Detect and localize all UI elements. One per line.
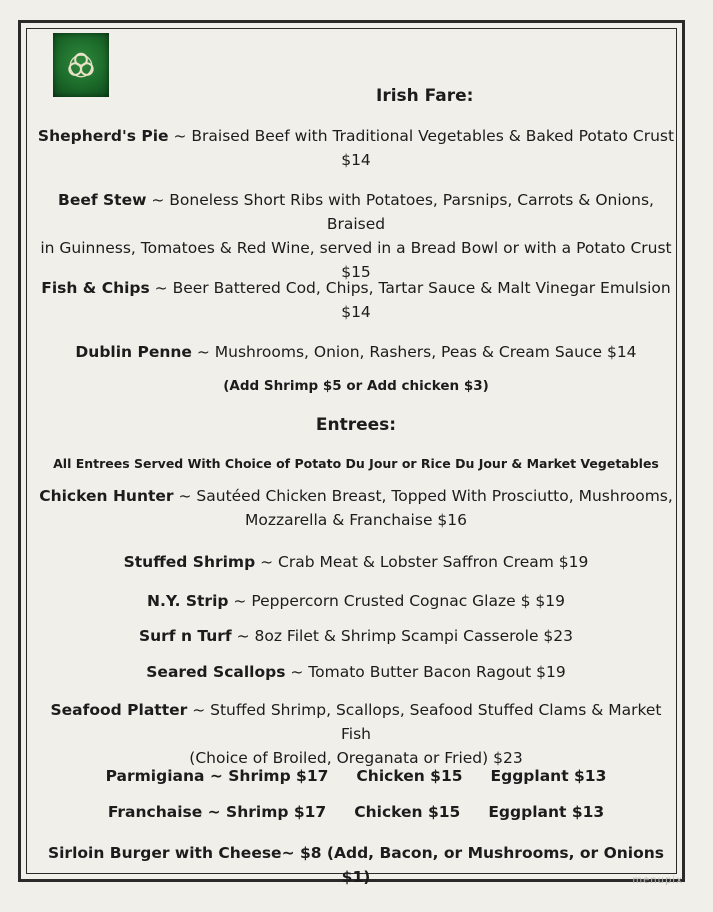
entrees-heading: Entrees: [315, 415, 397, 435]
parmigiana-shrimp: Parmigiana ~ Shrimp $17 [105, 767, 329, 785]
item-name: Surf n Turf [138, 627, 232, 645]
item-description: ~ Tomato Butter Bacon Ragout $19 [285, 663, 566, 681]
parmigiana-eggplant: Eggplant $13 [490, 767, 607, 785]
item-name: Seafood Platter [50, 701, 188, 719]
menu-item-ny-strip [36, 589, 676, 613]
item-name: Seared Scallops [146, 663, 286, 681]
menu-item-franchaise [36, 800, 676, 824]
menu-item-seafood-platter [36, 698, 676, 770]
menu-item-shepherds-pie [36, 124, 676, 172]
item-price: $15 [341, 263, 371, 281]
irish-fare-heading: Irish Fare: [376, 86, 474, 106]
item-description: ~ Boneless Short Ribs with Potatoes, Parsnips, Carrots & Onions, Braised [146, 191, 654, 233]
item-name: Stuffed Shrimp [123, 553, 256, 571]
item-name: Shepherd's Pie [37, 127, 169, 145]
menu-item-parmigiana [36, 764, 676, 788]
item-name: Chicken Hunter [39, 487, 174, 505]
menu-item-dublin-penne [36, 340, 676, 364]
item-description: ~ 8oz Filet & Shrimp Scampi Casserole $23 [231, 627, 574, 645]
item-description-continued: in Guinness, Tomatoes & Red Wine, served in a Bread Bowl or with a Potato Crust [40, 239, 672, 257]
item-price: $14 [341, 303, 371, 321]
franchaise-eggplant: Eggplant $13 [488, 803, 605, 821]
watermark: menupix [632, 875, 683, 886]
item-name: N.Y. Strip [147, 592, 229, 610]
item-description-continued: Mozzarella & Franchaise $16 [244, 511, 467, 529]
item-description: ~ Peppercorn Crusted Cognac Glaze $ $19 [228, 592, 565, 610]
menu-item-surf-n-turf [36, 624, 676, 648]
item-price: $14 [341, 151, 371, 169]
item-description: ~ Braised Beef with Traditional Vegetables & Baked Potato Crust [168, 127, 675, 145]
entrees-note: All Entrees Served With Choice of Potato Du Jour or Rice Du Jour & Market Vegetables [53, 456, 659, 471]
addon-note: (Add Shrimp $5 or Add chicken $3) [223, 378, 489, 394]
item-name: Dublin Penne [75, 343, 192, 361]
menu-item-stuffed-shrimp [36, 550, 676, 574]
item-description: ~ Beer Battered Cod, Chips, Tartar Sauce & Malt Vinegar Emulsion [149, 279, 671, 297]
franchaise-shrimp: Franchaise ~ Shrimp $17 [107, 803, 327, 821]
franchaise-chicken: Chicken $15 [354, 803, 461, 821]
menu-item-fish-chips [36, 276, 676, 324]
parmigiana-chicken: Chicken $15 [356, 767, 463, 785]
item-description: ~ Crab Meat & Lobster Saffron Cream $19 [255, 553, 589, 571]
celtic-knot-icon [63, 47, 99, 83]
menu-item-chicken-hunter [36, 484, 676, 532]
celtic-knot-logo [53, 33, 109, 97]
item-name: Beef Stew [58, 191, 147, 209]
menu-item-sirloin-burger: Sirloin Burger with Cheese~ $8 (Add, Bacon, or Mushrooms, or Onions $1) [47, 844, 665, 886]
menu-item-beef-stew [36, 188, 676, 284]
item-name: Fish & Chips [41, 279, 150, 297]
item-description-continued: (Choice of Broiled, Oreganata or Fried) $23 [189, 749, 523, 767]
item-description: ~ Stuffed Shrimp, Scallops, Seafood Stuffed Clams & Market Fish [187, 701, 662, 743]
item-description: ~ Mushrooms, Onion, Rashers, Peas & Cream Sauce $14 [191, 343, 637, 361]
item-description: ~ Sautéed Chicken Breast, Topped With Prosciutto, Mushrooms, [173, 487, 673, 505]
menu-item-seared-scallops [36, 660, 676, 684]
